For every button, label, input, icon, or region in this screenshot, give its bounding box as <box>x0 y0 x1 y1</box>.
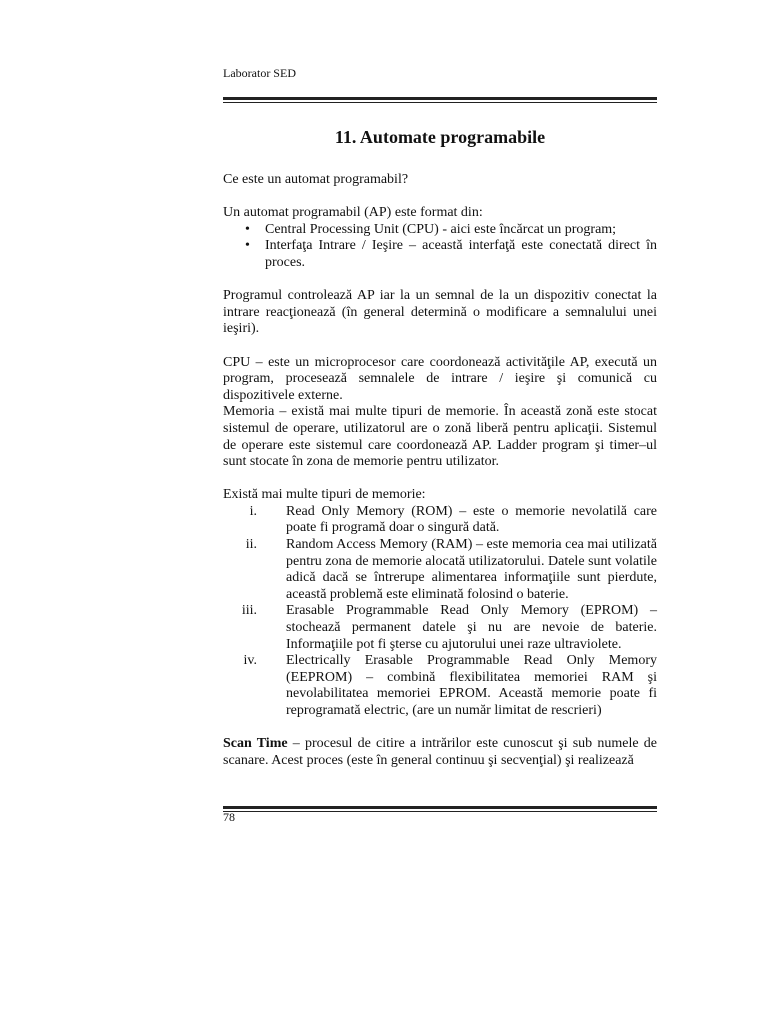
list-item <box>223 537 657 603</box>
list-item <box>223 653 657 719</box>
footer-rule <box>223 806 657 812</box>
bullet-icon: • <box>245 221 250 237</box>
chapter-title: 11. Automate programabile <box>334 127 546 147</box>
list-item-text: Interfaţa Intrare / Ieşire – această interfaţă este conectată direct în proces. <box>265 238 657 270</box>
components-intro: Un automat programabil (AP) este format din: <box>223 205 483 221</box>
list-item-text: Read Only Memory (ROM) – este o memorie nevolatilă care poate fi programă doar o singură dată. <box>286 503 657 536</box>
paragraph-scan-time <box>223 736 657 769</box>
list-item <box>223 222 657 239</box>
list-number: iv. <box>243 653 257 669</box>
paragraph-cpu: CPU – este un microprocesor care coordonează activităţile AP, execută un program, procesează semnalele de intrare / ieşire şi comunică cu dispozitivele externe. <box>223 354 657 403</box>
page-content <box>223 126 657 769</box>
list-number: iii. <box>241 603 257 619</box>
components-list <box>223 222 657 272</box>
list-item <box>223 238 657 271</box>
list-number: ii. <box>245 537 257 553</box>
question-line: Ce este un automat programabil? <box>223 172 409 187</box>
list-item-text: Electrically Erasable Programmable Read Only Memory (EEPROM) – combină flexibilitatea memoriei RAM şi nevolabilitatea memoriei EPROM. Această memorie poate fi reprogramată electric, (are un număr limitat de rescrieri) <box>286 653 657 718</box>
bullet-icon: • <box>245 238 250 254</box>
scan-time-text: – procesul de citire a intrărilor este cunoscut şi sub numele de scanare. Acest proces (este în general continuu şi secvenţial) şi realizează <box>223 736 657 768</box>
list-item-text: Central Processing Unit (CPU) - aici este încărcat un program; <box>265 221 617 237</box>
memory-types-list <box>223 504 657 720</box>
list-item <box>223 603 657 653</box>
header-rule <box>223 97 657 103</box>
list-item-text: Random Access Memory (RAM) – este memoria cea mai utilizată pentru zona de memorie alocată utilizatorului. Datele sunt volatile adică dacă se întrerupe alimentarea informaţiile sunt pierdute, această problemă este eliminată folosind o baterie. <box>286 537 657 602</box>
list-number: i. <box>249 503 257 519</box>
list-item <box>223 504 657 537</box>
scan-time-term: Scan Time <box>223 736 288 752</box>
page-number: 78 <box>223 810 235 824</box>
list-item-text: Erasable Programmable Read Only Memory (EPROM) – stochează permanent datele şi nu are nevoie de baterie. Informaţiile pot fi şterse cu ajutorului unei raze ultraviolete. <box>286 603 657 652</box>
paragraph-memory: Memoria – există mai multe tipuri de memorie. În această zonă este stocat sistemul de operare, utilizatorul are o zonă liberă pentru aplicaţii. Sistemul de operare este sistemul care coordonează AP. Ladder program şi timer–ul sunt stocate în zona de memorie pentru utilizator. <box>223 404 657 470</box>
memory-types-intro: Există mai multe tipuri de memorie: <box>223 487 426 503</box>
running-header: Laborator SED <box>223 66 296 80</box>
paragraph-program: Programul controlează AP iar la un semnal de la un dispozitiv conectat la intrare reacţionează (în general determină o modificare a semnalului unei ieşiri). <box>223 288 657 337</box>
